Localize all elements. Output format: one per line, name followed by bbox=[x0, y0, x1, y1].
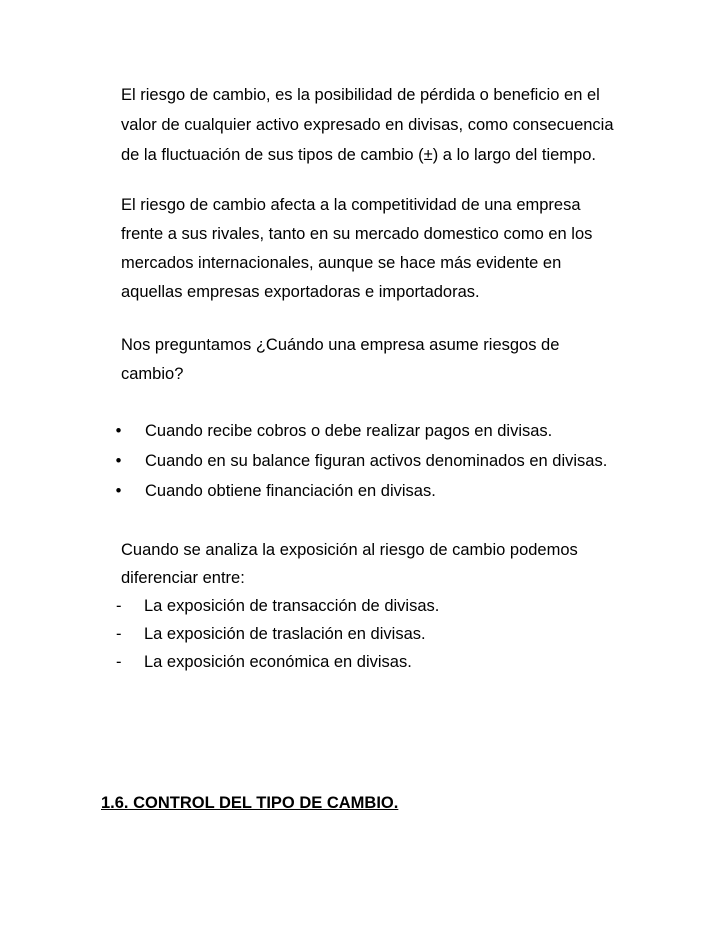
bullet-text: Cuando obtiene financiación en divisas. bbox=[145, 482, 436, 500]
paragraph-3-line-1: Nos preguntamos ¿Cuándo una empresa asume riesgos de bbox=[121, 336, 560, 354]
bullet-list-item bbox=[111, 421, 552, 441]
paragraph-2-line-4: aquellas empresas exportadoras e importadoras. bbox=[121, 283, 480, 301]
dash-icon: - bbox=[116, 597, 122, 615]
dash-list-item bbox=[116, 596, 439, 616]
bullet-text: Cuando recibe cobros o debe realizar pagos en divisas. bbox=[145, 422, 553, 440]
bullet-list-item bbox=[111, 451, 607, 471]
bullet-icon: • bbox=[111, 482, 122, 500]
bullet-icon: • bbox=[111, 452, 122, 470]
paragraph-2-line-2: frente a sus rivales, tanto en su mercado domestico como en los bbox=[121, 225, 593, 243]
paragraph-1-line-3: de la fluctuación de sus tipos de cambio (±) a lo largo del tiempo. bbox=[121, 146, 596, 164]
intro-line-2: diferenciar entre: bbox=[121, 569, 245, 587]
paragraph-2-line-1: El riesgo de cambio afecta a la competitividad de una empresa bbox=[121, 196, 581, 214]
bullet-list-item bbox=[111, 481, 436, 501]
paragraph-1-line-1: El riesgo de cambio, es la posibilidad de pérdida o beneficio en el bbox=[121, 86, 600, 104]
paragraph-1-line-2: valor de cualquier activo expresado en divisas, como consecuencia bbox=[121, 116, 614, 134]
dash-text: La exposición de traslación en divisas. bbox=[144, 625, 426, 643]
dash-list-item bbox=[116, 652, 412, 672]
bullet-text: Cuando en su balance figuran activos denominados en divisas. bbox=[145, 452, 608, 470]
paragraph-3-line-2: cambio? bbox=[121, 365, 184, 383]
dash-list-item bbox=[116, 624, 426, 644]
intro-line-1: Cuando se analiza la exposición al riesgo de cambio podemos bbox=[121, 541, 578, 559]
dash-text: La exposición de transacción de divisas. bbox=[144, 597, 440, 615]
dash-icon: - bbox=[116, 625, 122, 643]
bullet-icon: • bbox=[111, 422, 122, 440]
dash-text: La exposición económica en divisas. bbox=[144, 653, 412, 671]
section-heading: 1.6. CONTROL DEL TIPO DE CAMBIO. bbox=[101, 794, 399, 812]
paragraph-2-line-3: mercados internacionales, aunque se hace más evidente en bbox=[121, 254, 562, 272]
dash-icon: - bbox=[116, 653, 122, 671]
